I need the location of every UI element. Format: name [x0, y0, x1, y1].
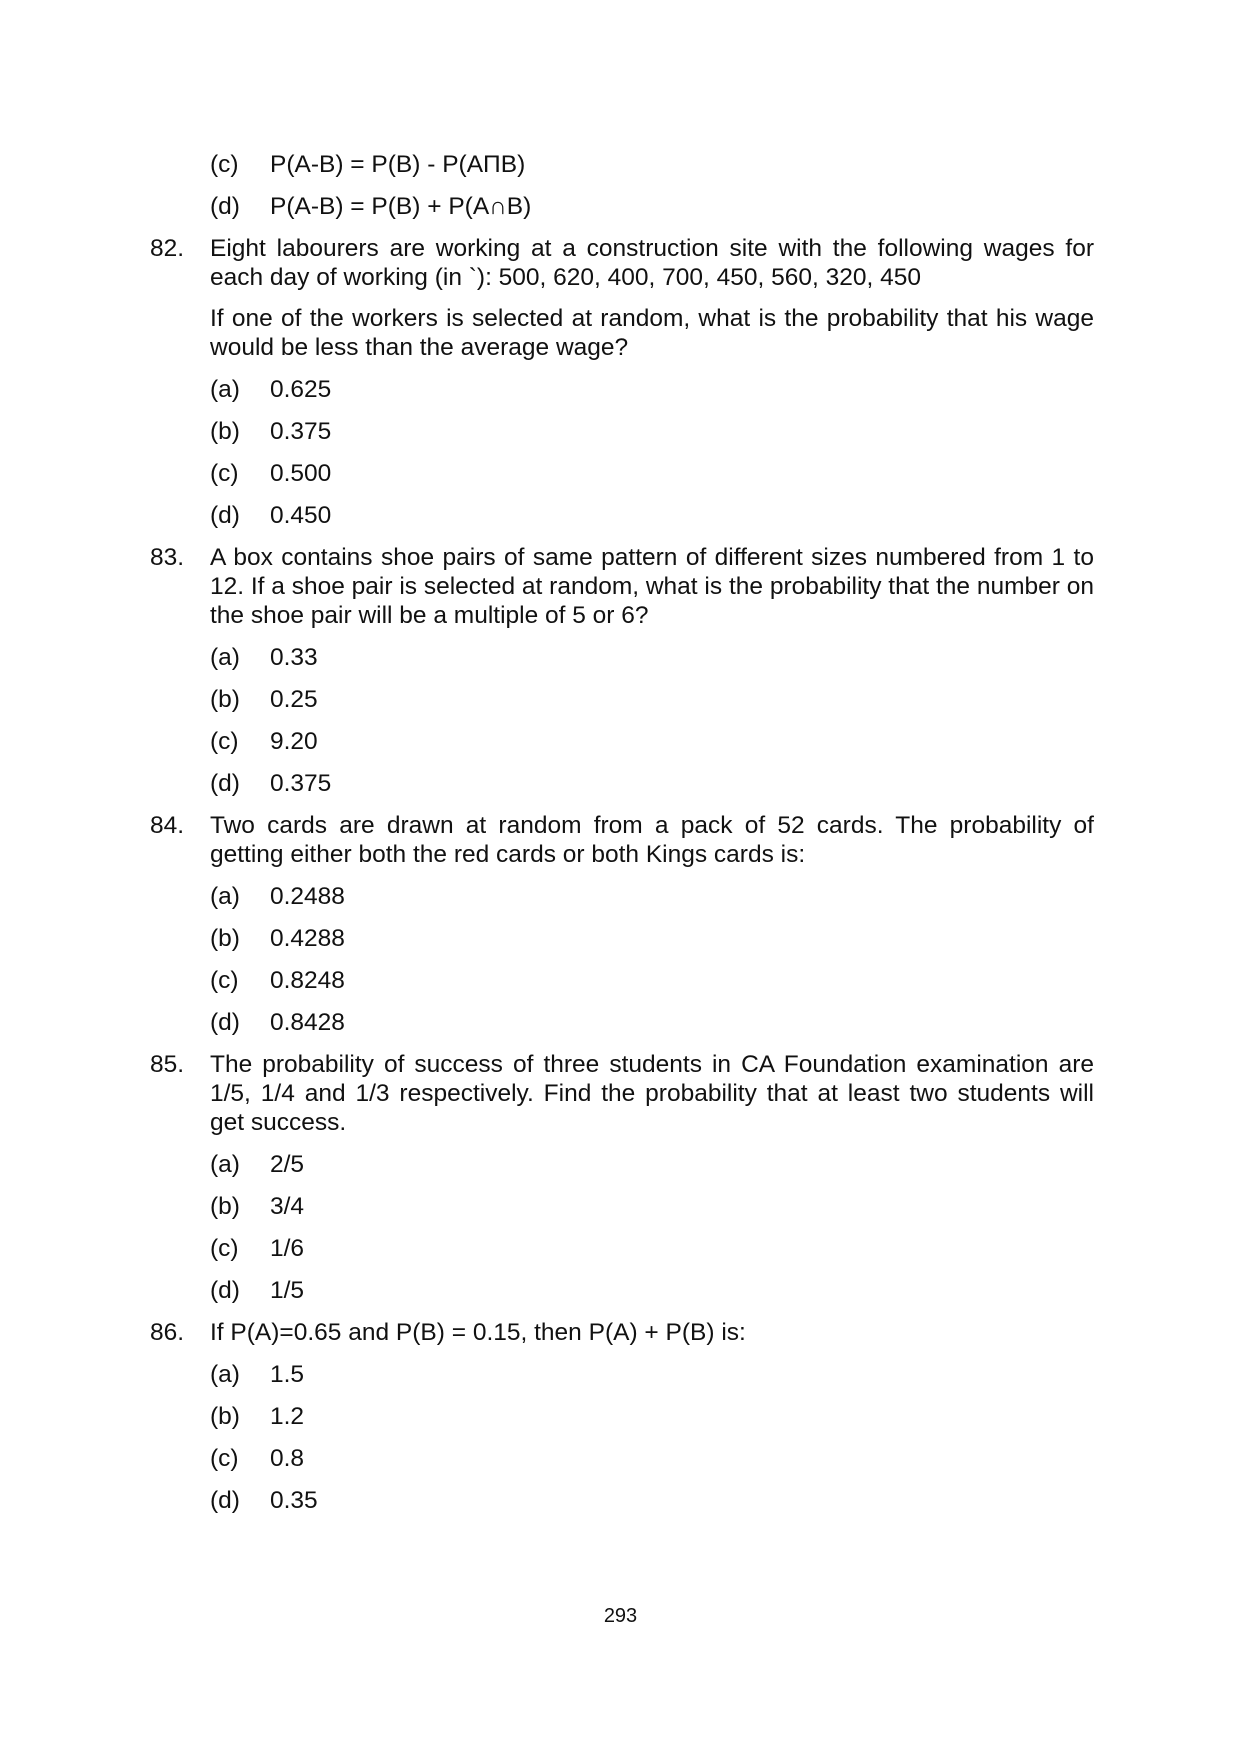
option [210, 1008, 1094, 1037]
question-number: 84. [150, 812, 185, 839]
option-label: (c) [210, 1235, 239, 1262]
option [210, 966, 1094, 995]
option-text: 0.375 [270, 770, 332, 797]
option-text: 0.500 [270, 460, 332, 487]
option [210, 1486, 1094, 1515]
option-label: (d) [210, 1277, 240, 1304]
option-text: P(A-B) = P(B) - P(AΠB) [270, 151, 526, 178]
option [210, 375, 1094, 404]
question-text: Two cards are drawn at random from a pack of 52 cards. The probability of getting either both the red cards or both Kings cards is: [210, 812, 1094, 868]
question-text: The probability of success of three students in CA Foundation examination are 1/5, 1/4 and 1/3 respectively. Find the probability that at least two students will get success. [210, 1051, 1094, 1136]
option-label: (c) [210, 1445, 239, 1472]
option-text: 0.375 [270, 418, 332, 445]
option [210, 150, 1094, 179]
option-text: 0.2488 [270, 883, 345, 910]
option-label: (c) [210, 151, 239, 178]
option-text: 3/4 [270, 1193, 305, 1220]
option [210, 643, 1094, 672]
page-content [150, 150, 1094, 1528]
option-text: 9.20 [270, 728, 318, 755]
option [210, 459, 1094, 488]
option-label: (d) [210, 502, 240, 529]
option-label: (b) [210, 925, 240, 952]
option-text: 0.33 [270, 644, 318, 671]
option [210, 1360, 1094, 1389]
option [210, 727, 1094, 756]
question-number: 85. [150, 1051, 185, 1078]
option-label: (a) [210, 644, 240, 671]
option-list [210, 1150, 1094, 1305]
question-text: If one of the workers is selected at random, what is the probability that his wage would be less than the average wage? [210, 305, 1094, 361]
option-text: 0.450 [270, 502, 332, 529]
option-text: 1.5 [270, 1361, 305, 1388]
option-label: (c) [210, 967, 239, 994]
continued-options [150, 150, 1094, 221]
question-85 [150, 1050, 1094, 1305]
option-label: (b) [210, 418, 240, 445]
question-83 [150, 543, 1094, 798]
option-text: 0.4288 [270, 925, 345, 952]
option [210, 1192, 1094, 1221]
option [210, 1276, 1094, 1305]
option-label: (d) [210, 1009, 240, 1036]
option-text: 0.625 [270, 376, 332, 403]
option [210, 882, 1094, 911]
question-text: If P(A)=0.65 and P(B) = 0.15, then P(A) + P(B) is: [210, 1319, 746, 1346]
option-list [210, 1360, 1094, 1515]
option-list [210, 643, 1094, 798]
question-82 [150, 234, 1094, 530]
option-label: (a) [210, 376, 240, 403]
option [210, 1234, 1094, 1263]
option-text: 2/5 [270, 1151, 305, 1178]
option-text: P(A-B) = P(B) + P(A∩B) [270, 193, 532, 220]
option [210, 769, 1094, 798]
question-number: 82. [150, 235, 185, 262]
option [210, 192, 1094, 221]
option [210, 1444, 1094, 1473]
option-list [210, 882, 1094, 1037]
option-label: (d) [210, 193, 240, 220]
option-list [210, 375, 1094, 530]
question-text: A box contains shoe pairs of same pattern of different sizes numbered from 1 to 12. If a shoe pair is selected at random, what is the probability that the number on the shoe pair will be a multiple of 5 or 6? [210, 544, 1094, 629]
option-label: (c) [210, 728, 239, 755]
question-84 [150, 811, 1094, 1037]
option-label: (b) [210, 686, 240, 713]
option [210, 1402, 1094, 1431]
option [210, 417, 1094, 446]
question-number: 83. [150, 544, 185, 571]
option-label: (a) [210, 883, 240, 910]
option [210, 924, 1094, 953]
option-label: (c) [210, 460, 239, 487]
question-number: 86. [150, 1319, 185, 1346]
option-text: 0.25 [270, 686, 318, 713]
option-text: 1.2 [270, 1403, 305, 1430]
option-label: (b) [210, 1193, 240, 1220]
option-label: (d) [210, 1487, 240, 1514]
option-text: 0.8428 [270, 1009, 345, 1036]
page-number: 293 [603, 1605, 638, 1627]
option-text: 1/6 [270, 1235, 305, 1262]
option [210, 501, 1094, 530]
option-text: 1/5 [270, 1277, 305, 1304]
option-text: 0.35 [270, 1487, 318, 1514]
option-text: 0.8248 [270, 967, 345, 994]
option-label: (a) [210, 1361, 240, 1388]
option-label: (d) [210, 770, 240, 797]
option [210, 1150, 1094, 1179]
option-label: (b) [210, 1403, 240, 1430]
question-86 [150, 1318, 1094, 1515]
option-label: (a) [210, 1151, 240, 1178]
question-text: Eight labourers are working at a construction site with the following wages for each day of working (in `): 500, 620, 400, 700, 450, 560, 320, 450 [210, 235, 1094, 291]
option-text: 0.8 [270, 1445, 305, 1472]
option [210, 685, 1094, 714]
